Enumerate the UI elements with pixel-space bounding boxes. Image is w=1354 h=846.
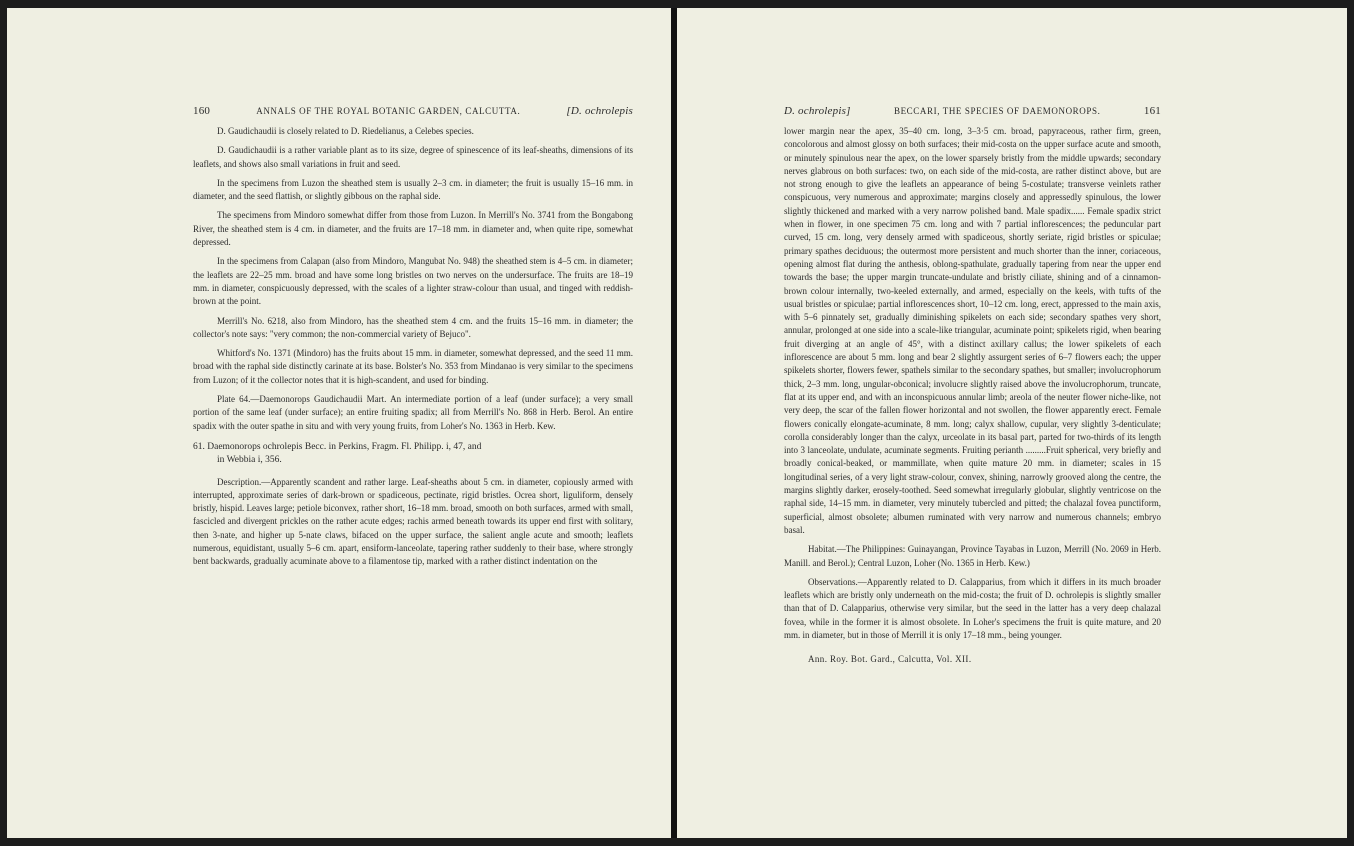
right-page-number: 161	[1143, 105, 1161, 117]
left-page-number: 160	[193, 105, 211, 117]
paragraph: In the specimens from Calapan (also from Mindoro, Mangubat No. 948) the sheathed stem is 4–5 cm. in diameter; the leaflets are 22–25 mm. broad and have some long bristles on two nerves on the undersurface. The fruits are 18–19 mm. in diameter, conspicuously depressed, with the scales of a lighter straw-colour than usual, and tinged with reddish-brown at the point.	[193, 256, 633, 307]
right-page-header	[784, 105, 1161, 117]
description-paragraph: Description.—Apparently scandent and rather large. Leaf-sheaths about 5 cm. in diameter, copiously armed with interrupted, approximate series of dark-brown or spadiceous, pectinate, rigid bristles. Ocrea short, liguliform, densely bristly, hispid. Leaves large; petiole biconvex, rather short, 16–18 mm. broad, smooth on both surfaces, armed with small, fascicled and divergent prickles on the rather acute edges; rachis armed beneath towards its upper end first with solitary, then 3-nate, and higher up 5-nate claws, bifaced on the upper surface, the salient angle acute and smooth; leaflets numerous, equidistant, usually 5–6 cm. apart, ensiform-lanceolate, tapering rather suddenly to their base, where strongly bent backwards, gradually acuminate above to a filamentose tip, marked with a rather distinct indentation on the	[193, 476, 633, 567]
left-section-tag: [D. ochrolepis	[566, 105, 633, 117]
paragraph: D. Gaudichaudii is closely related to D. Riedelianus, a Celebes species.	[217, 126, 474, 136]
paragraph: Merrill's No. 6218, also from Mindoro, has the sheathed stem 4 cm. and the fruits 15–16 mm. in diameter; the collector's note says: "very common; the non-commercial variety of Bejuco".	[193, 315, 633, 339]
paragraph: The specimens from Mindoro somewhat differ from those from Luzon. In Merrill's No. 3741 from the Bongabong River, the sheathed stem is 4 cm. in diameter, and the fruits are 17–18 mm. in diameter and, when quite ripe, somewhat depressed.	[193, 210, 633, 248]
page-footer: Ann. Roy. Bot. Gard., Calcutta, Vol. XII.	[808, 654, 972, 665]
paragraph: Whitford's No. 1371 (Mindoro) has the fruits about 15 mm. in diameter, somewhat depressed, and the seed 11 mm. broad with the raphal side distinctly carinate at its base. Bolster's No. 353 from Mindanao is very similar to the specimens from Luzon; of it the collector notes that it is high-scandent, and used for binding.	[193, 348, 633, 385]
right-page	[677, 8, 1347, 838]
paragraph: D. Gaudichaudii is a rather variable plant as to its size, degree of spinescence of its leaf-sheaths, dimensions of its leaflets, and shows also small variations in fruit and seed.	[193, 145, 633, 169]
paragraph: In the specimens from Luzon the sheathed stem is usually 2–3 cm. in diameter; the fruit is usually 15–16 mm. in diameter, and the seed flattish, or slightly gibbous on the raphal side.	[193, 177, 633, 202]
habitat-paragraph: Habitat.—The Philippines: Guinayangan, Province Tayabas in Luzon, Merrill (No. 2069 in Herb. Manill. and Berol.); Central Luzon, Loher (No. 1365 in Herb. Kew.)	[784, 544, 1161, 568]
plate-paragraph: Plate 64.—Daemonorops Gaudichaudii Mart. An intermediate portion of a leaf (under surface); a very small portion of the same leaf (under surface); an entire fruiting spadix; all from Merrill's No. 868 in Herb. Berol. An entire spadix with the outer spathe in situ and with very young fruits, from Loher's No. 1363 in Herb. Kew.	[193, 394, 633, 431]
species-heading-line-2: in Webbia i, 356.	[217, 455, 282, 466]
paragraph: lower margin near the apex, 35–40 cm. long, 3–3·5 cm. broad, papyraceous, rather firm, green, concolorous and almost glossy on both surfaces; their mid-costa on the upper surface acute and smooth, or minutely spinulous near the apex, on the lower sparsely bristly from the middle upwards; secondary nerves glabrous on both surfaces: two, on each side of the mid-costa, are rather distinct above, but are not strong enough to give the leaflets an appearance of being 5-costulate; transverse veinlets rather conspicuous, very numerous and approximate; margins closely and appressedly spinulous, the lower slightly thickened and marked with a very narrow polished band. Male spadix...... Female spadix strict when in flower, in one specimen 75 cm. long and with 7 partial inflorescences; the peduncular part curved, 15 cm. long, very densely armed with spadiceous, shortly seriate, rigid bristles or spiculae; primary spathes deciduous; the outermost more persistent and much shorter than the inner, coriaceous, opening almost flat during the anthesis, oblong-spathulate, gradually tapering from near the upper end towards the base; the upper margin truncate-undulate and bristly ciliate, shining and of a cinnamon-brown colour internally, two-keeled externally, and armed, especially on the keels, with tufts of the usual bristles or spiculae; partial inflorescences short, 10–12 cm. long, erect, appressed to the main axis, with 5–6 pinnately set, gradually diminishing spikelets on each side; secondary spathes very short, annular, prolonged at one side into a scale-like triangular, acuminate point; spikelets rigid, when bearing fruit diverging at an angle of 45°, with a distinct axillary callus; the lower spikelets of each inflorescence are about 5 mm. long and bear 2 slightly assurgent series of 6–7 flowers each; the upper spikelets shorter, flowers fewer, spathels similar to the secondary spathes, but smaller; involucrophorum thick, 2–3 mm. long, ungular-obconical; involucre slightly raised above the involucrophorum, truncate, flat at its upper end, and with an inconspicuous annular limb; areola of the neuter flower niche-like, not very deep, the scar of the fallen flower horizontal and not swollen, the flower apparently erect. Female flowers conically elongate-acuminate, 8 mm. long; calyx shallow, cupular, very slightly 3-denticulate; corolla considerably longer than the calyx, urceolate in its basal part, parted for two-thirds of its length into 3 lanceolate, undulate, acuminate segments. Fruiting perianth .........Fruit spherical, very briefly and broadly conical-beaked, or mammillate, when quite mature 20 mm. in diameter; scales in 15 longitudinal series, of a very light straw-colour, convex, shining, narrowly grooved along the centre, the margins slightly darker, erosely-toothed. Seed somewhat irregularly globular, slightly ventricose on the raphal side, 14–15 mm. in diameter, very minutely tubercled and pitted; the chalazal fovea punctiform, superficial, almost obsolete; albumen ruminated with very narrow and numerous channels; embryo basal.	[784, 126, 1161, 535]
species-heading-line-1: 61. Daemonorops ochrolepis Becc. in Perkins, Fragm. Fl. Philipp. i, 47, and	[193, 441, 482, 452]
left-page-header	[193, 105, 633, 117]
right-running-title: BECCARI, THE SPECIES OF DAEMONOROPS.	[893, 106, 1101, 116]
species-heading	[193, 441, 633, 468]
left-running-title: ANNALS OF THE ROYAL BOTANIC GARDEN, CALCUTTA.	[256, 106, 521, 116]
left-page	[7, 8, 671, 838]
right-section-tag: D. ochrolepis]	[784, 105, 851, 117]
observations-paragraph: Observations.—Apparently related to D. Calapparius, from which it differs in its much broader leaflets which are bristly only underneath on the mid-costa; the fruit of D. ochrolepis is slightly smaller than that of D. Calapparius, otherwise very similar, but the seed in the latter has a very deep chalazal fovea, while in the former it is almost obsolete. In Loher's specimens the fruit is quite mature, and 20 mm. in diameter, but in those of Merrill it is only 17–18 mm., being younger.	[784, 576, 1161, 640]
